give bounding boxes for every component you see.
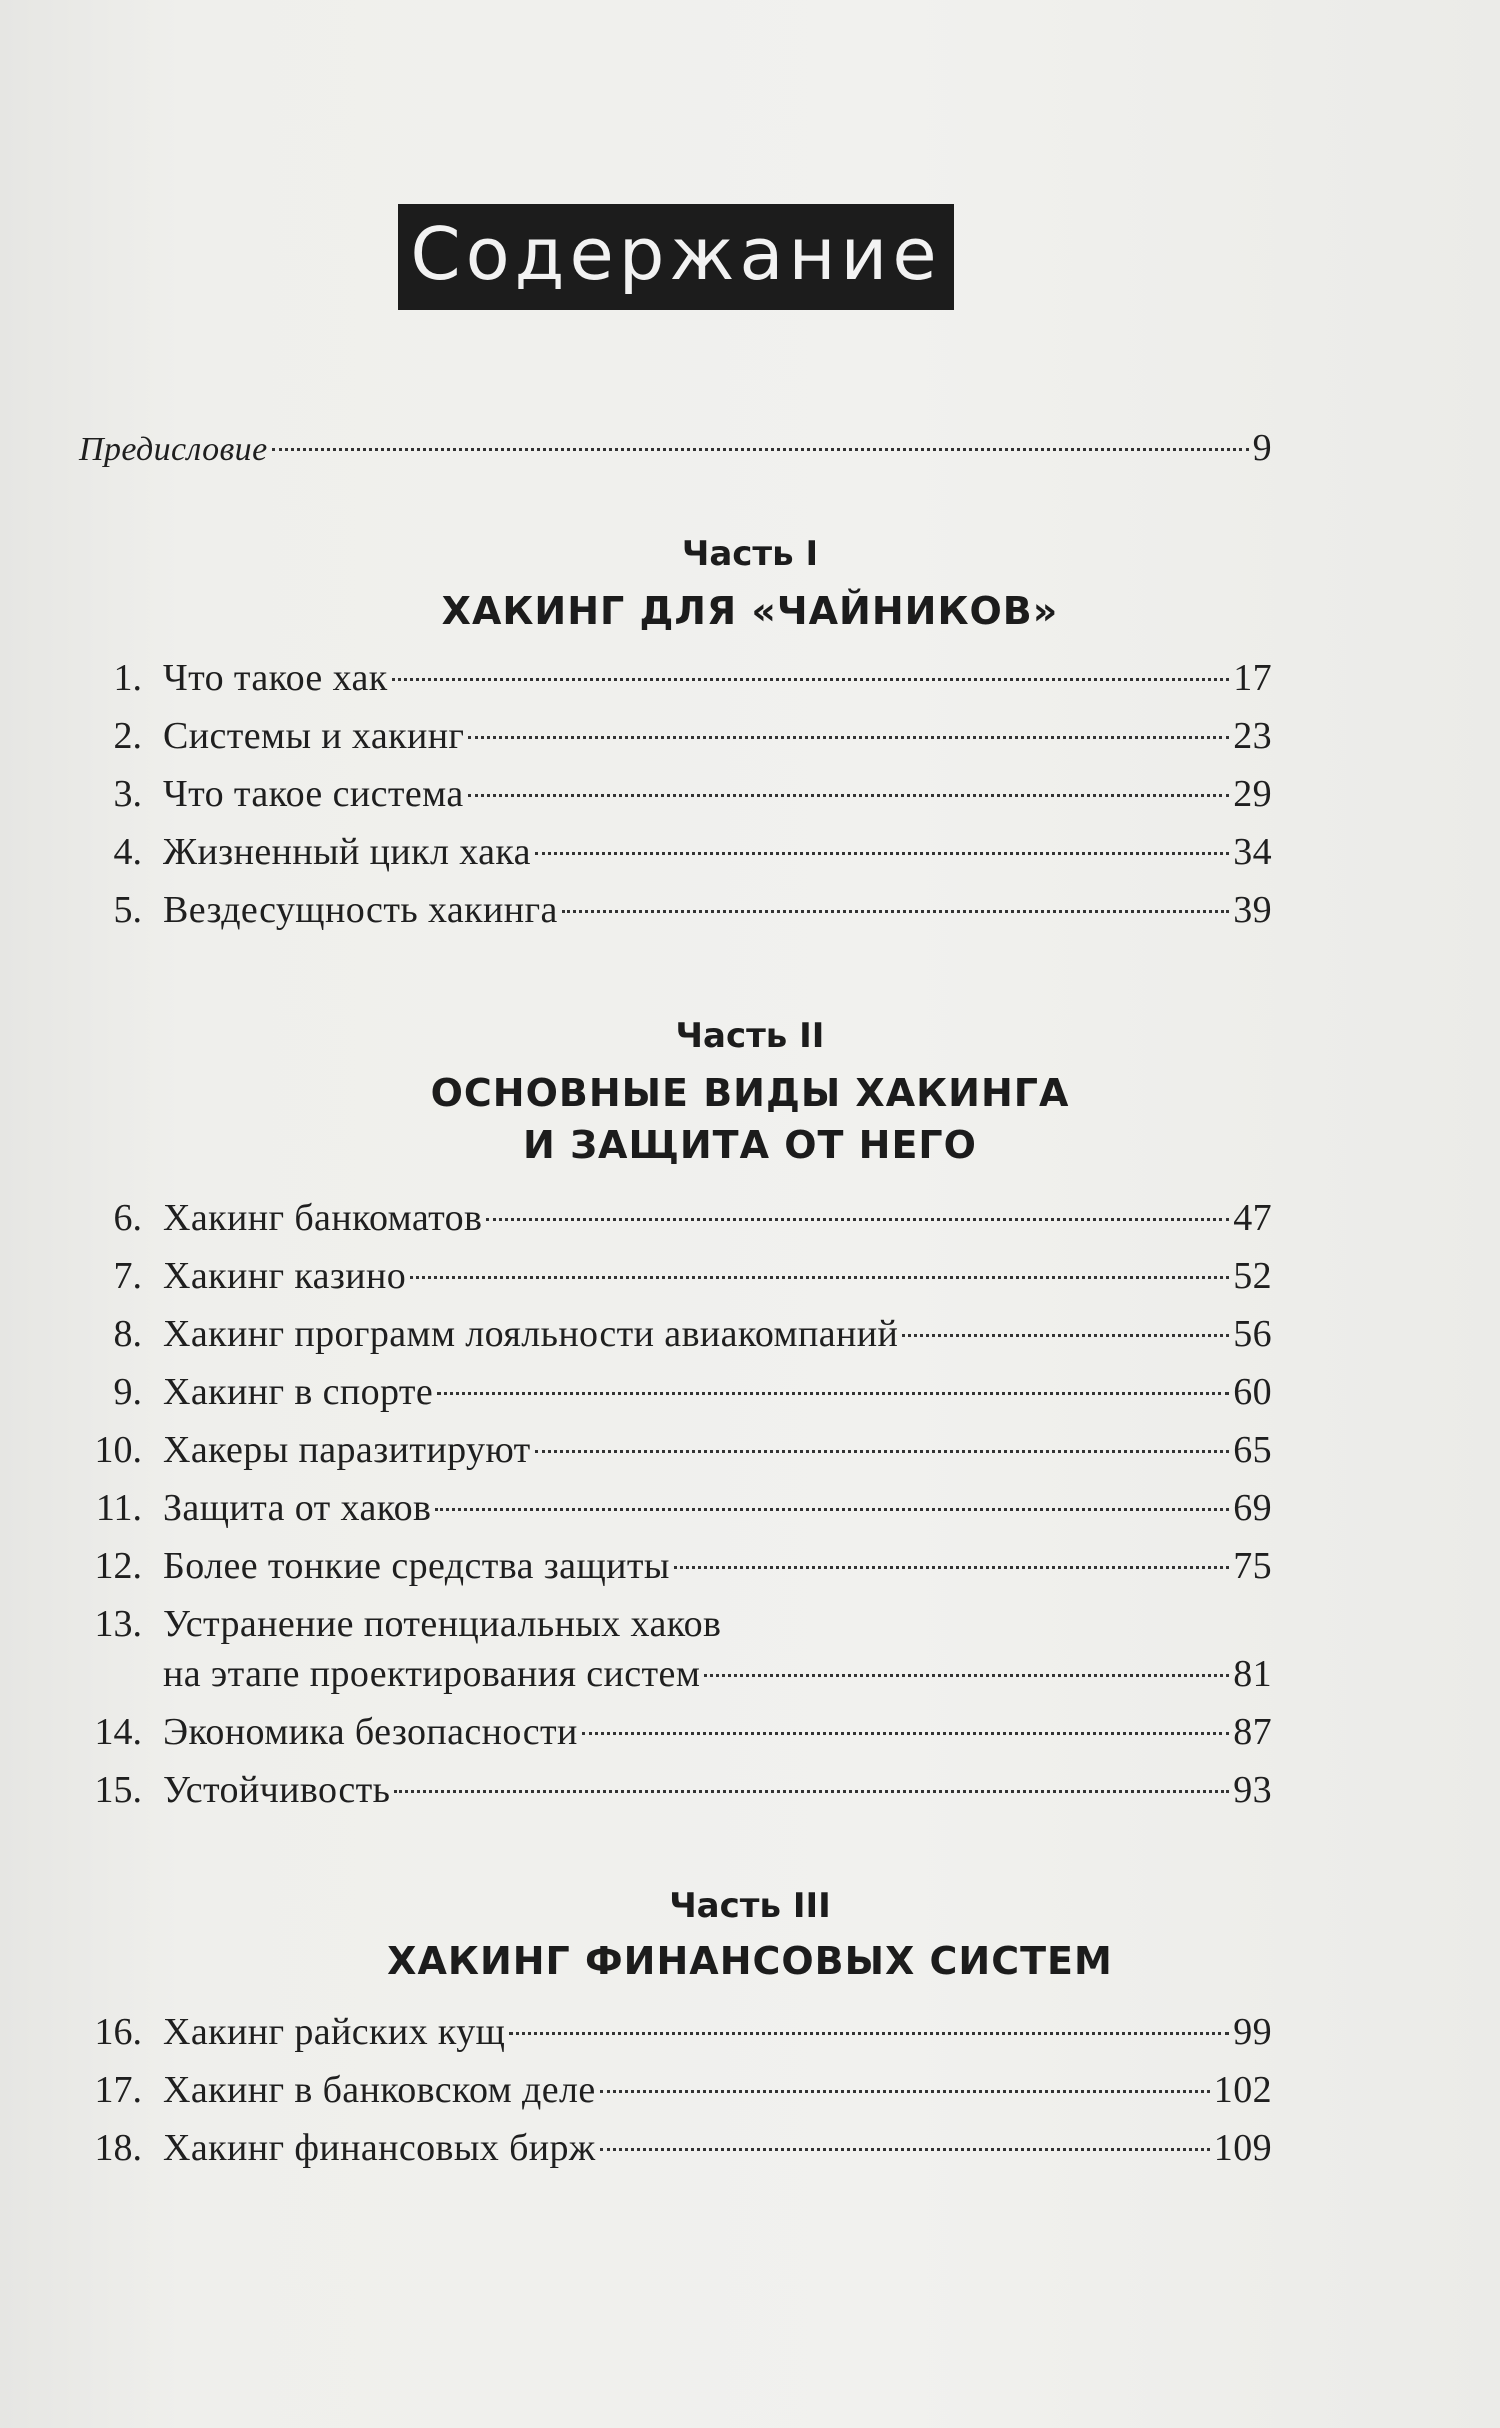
page-number: 39 xyxy=(1233,889,1272,931)
dot-leader xyxy=(410,1276,1229,1279)
toc-entry[interactable] xyxy=(0,1598,1500,1650)
page-number: 56 xyxy=(1233,1313,1272,1355)
dot-leader xyxy=(674,1566,1229,1569)
chapter-number: 4. xyxy=(113,831,142,873)
entry-title: Жизненный цикл хака xyxy=(163,831,531,873)
dot-leader xyxy=(392,678,1230,681)
page-number: 93 xyxy=(1233,1769,1272,1811)
dot-leader xyxy=(468,736,1229,739)
entry-title: Хакинг банкоматов xyxy=(163,1197,483,1239)
toc-entry-continuation[interactable] xyxy=(0,1648,1500,1700)
entry-title: Что такое система xyxy=(163,773,464,815)
dot-leader xyxy=(437,1392,1229,1395)
page-number: 34 xyxy=(1233,831,1272,873)
part-title-line1: ОСНОВНЫЕ ВИДЫ ХАКИНГА xyxy=(430,1071,1070,1115)
entry-title: Хакинг казино xyxy=(163,1255,407,1297)
dot-leader xyxy=(600,2090,1210,2093)
page-number: 23 xyxy=(1233,715,1272,757)
entry-title: Защита от хаков xyxy=(163,1487,432,1529)
dot-leader xyxy=(486,1218,1229,1221)
toc-entry[interactable] xyxy=(0,1366,1500,1418)
chapter-number: 18. xyxy=(94,2127,142,2169)
chapter-number: 14. xyxy=(94,1711,142,1753)
toc-entry[interactable] xyxy=(0,2006,1500,2058)
toc-entry[interactable] xyxy=(0,1308,1500,1360)
chapter-number: 13. xyxy=(94,1603,142,1645)
entry-title: Хакинг финансовых бирж xyxy=(163,2127,596,2169)
chapter-number: 3. xyxy=(113,773,142,815)
entry-title: Предисловие xyxy=(79,431,268,468)
entry-title-continued: на этапе проектирования систем xyxy=(163,1653,701,1695)
page-number: 9 xyxy=(1252,427,1272,469)
toc-entry[interactable] xyxy=(0,2122,1500,2174)
toc-entry-preface[interactable] xyxy=(0,422,1500,474)
toc-entry[interactable] xyxy=(0,1192,1500,1244)
entry-title: Экономика безопасности xyxy=(163,1711,578,1753)
entry-title: Хакинг в спорте xyxy=(163,1371,434,1413)
toc-entry[interactable] xyxy=(0,1250,1500,1302)
chapter-number: 6. xyxy=(113,1197,142,1239)
chapter-number: 10. xyxy=(94,1429,142,1471)
entry-title: Хакеры паразитируют xyxy=(163,1429,531,1471)
entry-title: Хакинг программ лояльности авиакомпаний xyxy=(163,1313,899,1355)
part-title: ХАКИНГ ФИНАНСОВЫХ СИСТЕМ xyxy=(387,1939,1113,1983)
toc-entry[interactable] xyxy=(0,710,1500,762)
dot-leader xyxy=(394,1790,1229,1793)
toc-entry[interactable] xyxy=(0,2064,1500,2116)
chapter-number: 2. xyxy=(113,715,142,757)
entry-title: Вездесущность хакинга xyxy=(163,889,558,931)
toc-entry[interactable] xyxy=(0,1764,1500,1816)
chapter-number: 7. xyxy=(113,1255,142,1297)
chapter-number: 15. xyxy=(94,1769,142,1811)
page-number: 109 xyxy=(1213,2127,1272,2169)
dot-leader xyxy=(535,1450,1230,1453)
entry-title: Хакинг в банковском деле xyxy=(163,2069,596,2111)
entry-title: Хакинг райских кущ xyxy=(163,2011,506,2053)
page-number: 81 xyxy=(1233,1653,1272,1695)
entry-title: Устранение потенциальных хаков xyxy=(163,1603,722,1645)
part-label: Часть I xyxy=(681,534,819,574)
chapter-number: 16. xyxy=(94,2011,142,2053)
chapter-number: 11. xyxy=(95,1487,142,1529)
entry-title: Системы и хакинг xyxy=(163,715,465,757)
toc-entry[interactable] xyxy=(0,826,1500,878)
dot-leader xyxy=(435,1508,1229,1511)
part-title-line2: И ЗАЩИТА ОТ НЕГО xyxy=(523,1123,977,1167)
page-number: 65 xyxy=(1233,1429,1272,1471)
part-title: ХАКИНГ ДЛЯ «ЧАЙНИКОВ» xyxy=(441,589,1059,633)
toc-entry[interactable] xyxy=(0,1706,1500,1758)
part-label: Часть III xyxy=(669,1886,831,1926)
dot-leader xyxy=(509,2032,1229,2035)
dot-leader xyxy=(468,794,1230,797)
page-title: Содержание xyxy=(398,204,954,310)
chapter-number: 5. xyxy=(113,889,142,931)
entry-title: Более тонкие средства защиты xyxy=(163,1545,670,1587)
entry-title: Устойчивость xyxy=(163,1769,391,1811)
dot-leader xyxy=(562,910,1229,913)
chapter-number: 1. xyxy=(113,657,142,699)
chapter-number: 12. xyxy=(94,1545,142,1587)
page-number: 52 xyxy=(1233,1255,1272,1297)
toc-entry[interactable] xyxy=(0,1424,1500,1476)
chapter-number: 9. xyxy=(113,1371,142,1413)
toc-entry[interactable] xyxy=(0,884,1500,936)
page-number: 87 xyxy=(1233,1711,1272,1753)
page-number: 75 xyxy=(1233,1545,1272,1587)
dot-leader xyxy=(582,1732,1229,1735)
toc-entry[interactable] xyxy=(0,652,1500,704)
chapter-number: 17. xyxy=(94,2069,142,2111)
page-number: 99 xyxy=(1233,2011,1272,2053)
toc-entry[interactable] xyxy=(0,1540,1500,1592)
dot-leader xyxy=(272,448,1249,451)
dot-leader xyxy=(600,2148,1210,2151)
page-number: 17 xyxy=(1233,657,1272,699)
dot-leader xyxy=(535,852,1229,855)
toc-entry[interactable] xyxy=(0,1482,1500,1534)
chapter-number: 8. xyxy=(113,1313,142,1355)
dot-leader xyxy=(704,1674,1229,1677)
page-number: 102 xyxy=(1213,2069,1272,2111)
part-label: Часть II xyxy=(675,1016,825,1056)
page-number: 29 xyxy=(1233,773,1272,815)
dot-leader xyxy=(902,1334,1229,1337)
page-number: 69 xyxy=(1233,1487,1272,1529)
page-number: 47 xyxy=(1233,1197,1272,1239)
page-number: 60 xyxy=(1233,1371,1272,1413)
toc-entry[interactable] xyxy=(0,768,1500,820)
entry-title: Что такое хак xyxy=(163,657,388,699)
